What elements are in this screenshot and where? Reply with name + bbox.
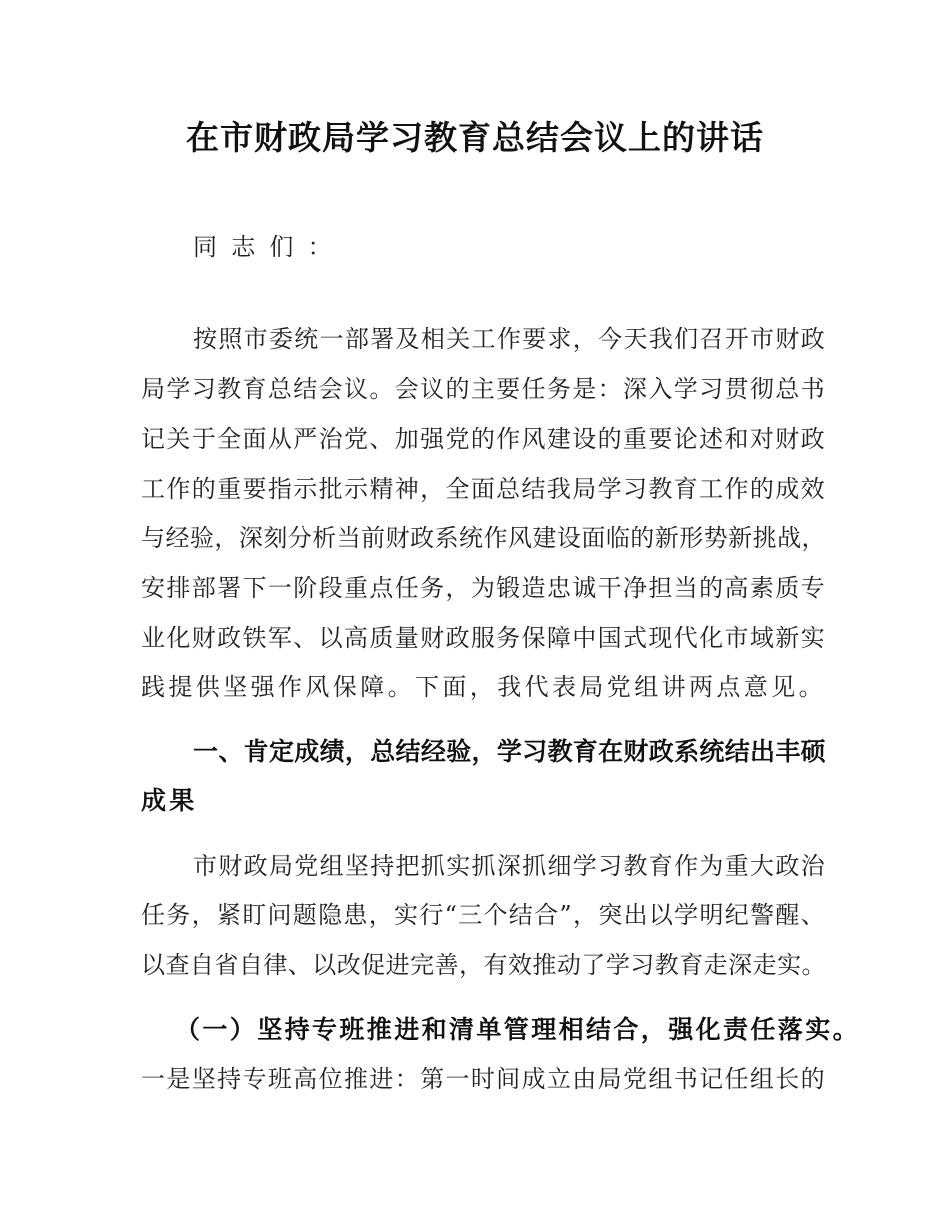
paragraph-line: 记关于全面从严治党、加强党的作风建设的重要论述和对财政 (141, 425, 826, 453)
paragraph-line: 与经验，深刻分析当前财政系统作风建设面临的新形势新挑战， (141, 524, 826, 552)
paragraph-line: 以查自省自律、以改促进完善，有效推动了学习教育走深走实。 (141, 951, 826, 979)
paragraph-line: 安排部署下一阶段重点任务，为锻造忠诚干净担当的高素质专 (141, 574, 826, 602)
paragraph-line: 局学习教育总结会议。会议的主要任务是：深入学习贯彻总书 (141, 375, 826, 403)
paragraph-line: 任务，紧盯问题隐患，实行“三个结合”，突出以学明纪警醒、 (141, 901, 826, 929)
paragraph-line: 市财政局党组坚持把抓实抓深抓细学习教育作为重大政治 (193, 852, 826, 880)
salutation: 同志们： (193, 233, 346, 261)
paragraph-line: 一是坚持专班高位推进：第一时间成立由局党组书记任组长的 (141, 1065, 826, 1093)
paragraph-line: 践提供坚强作风保障。下面，我代表局党组讲两点意见。 (141, 673, 826, 701)
heading-line: 成果 (141, 786, 198, 815)
subsection-heading-1: （一）坚持专班推进和清单管理相结合，强化责任落实。 (175, 1015, 860, 1044)
heading-line: 一、肯定成绩，总结经验，学习教育在财政系统结出丰硕 (193, 737, 826, 766)
paragraph-line: 工作的重要指示批示精神，全面总结我局学习教育工作的成效 (141, 475, 826, 503)
paragraph-line: 按照市委统一部署及相关工作要求，今天我们召开市财政 (193, 325, 826, 353)
paragraph-line: 业化财政铁军、以高质量财政服务保障中国式现代化市域新实 (141, 624, 826, 652)
document-title: 在市财政局学习教育总结会议上的讲话 (186, 118, 764, 157)
